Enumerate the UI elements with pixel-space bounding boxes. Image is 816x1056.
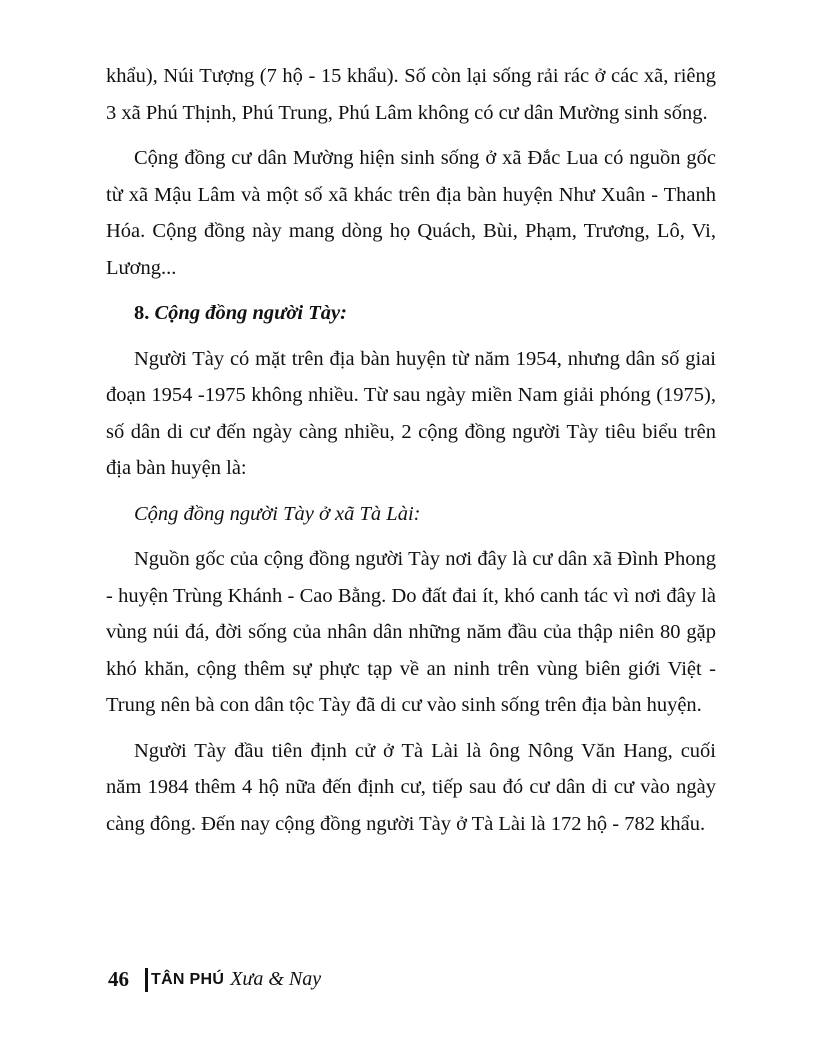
subheading-ta-lai: Cộng đồng người Tày ở xã Tà Lài: bbox=[134, 502, 421, 525]
paragraph-tay-intro: Người Tày có mặt trên địa bàn huyện từ năm 1954, nhưng dân số giai đoạn 1954 -1975 không nhiều. Từ sau ngày miền Nam giải phóng (1975), số dân di cư đến ngày càng nhiều, 2 cộng đồng người Tày tiêu biểu trên địa bàn huyện là: bbox=[106, 347, 716, 479]
section-heading bbox=[106, 295, 716, 332]
paragraph-tay-origin: Nguồn gốc của cộng đồng người Tày nơi đây là cư dân xã Đình Phong - huyện Trùng Khánh - Cao Bằng. Do đất đai ít, khó canh tác vì nơi đây là vùng núi đá, đời sống của nhân dân những năm đầu của thập niên 80 gặp khó khăn, cộng thêm sự phực tạp về an ninh trên vùng biên giới Việt - Trung nên bà con dân tộc Tày đã di cư vào sinh sống trên địa bàn huyện. bbox=[106, 548, 716, 716]
section-number: 8. bbox=[134, 302, 150, 324]
footer-book-title: TÂN PHÚ bbox=[151, 970, 225, 988]
page-footer bbox=[108, 967, 321, 992]
footer-book-subtitle: Xưa & Nay bbox=[230, 968, 322, 990]
document-body bbox=[106, 58, 716, 842]
section-title: Cộng đồng người Tày: bbox=[154, 302, 347, 324]
paragraph-continuation: khẩu), Núi Tượng (7 hộ - 15 khẩu). Số còn lại sống rải rác ở các xã, riêng 3 xã Phú Thịnh, Phú Trung, Phú Lâm không có cư dân Mường sinh sống. bbox=[106, 65, 716, 124]
paragraph-muong-origin: Cộng đồng cư dân Mường hiện sinh sống ở xã Đắc Lua có nguồn gốc từ xã Mậu Lâm và một số xã khác trên địa bàn huyện Như Xuân - Thanh Hóa. Cộng đồng này mang dòng họ Quách, Bùi, Phạm, Trương, Lô, Vi, Lương... bbox=[106, 147, 716, 279]
footer-divider bbox=[145, 968, 148, 992]
paragraph-tay-settlement: Người Tày đầu tiên định cử ở Tà Lài là ông Nông Văn Hang, cuối năm 1984 thêm 4 hộ nữa đến định cư, tiếp sau đó cư dân di cư vào ngày càng đông. Đến nay cộng đồng người Tày ở Tà Lài là 172 hộ - 782 khẩu. bbox=[106, 739, 716, 835]
page-number: 46 bbox=[108, 967, 129, 991]
